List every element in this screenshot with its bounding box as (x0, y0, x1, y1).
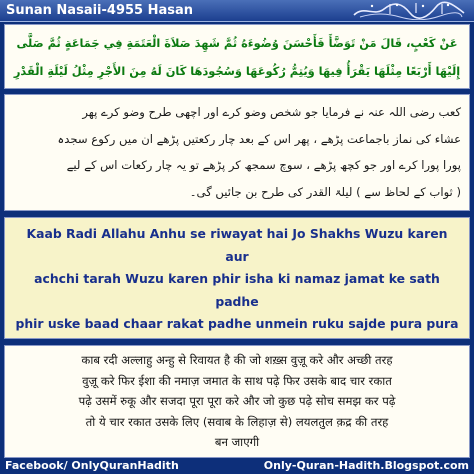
arabic-hadith-panel (4, 24, 470, 89)
footer-bar (0, 459, 474, 474)
calligraphy-logo-icon (350, 1, 468, 20)
urdu-translation-panel (4, 94, 470, 211)
facebook-page-link[interactable]: Facebook/ OnlyQuranHadith (5, 459, 179, 472)
roman-urdu-translation-panel (4, 217, 470, 339)
hindi-translation-text: काब रदी अल्लाहु अन्हु से रिवायत है की जो शख़्स वुज़ू करे और अच्छी तरह वुज़ू करे फिर ईशा की नमाज़ जमात के साथ पढ़े फिर उसके बाद चार रकात पढ़े उसमें रुकू और सजदा पूरा पूरा करे और जो कुछ पढ़े सोच समझ कर पढ़े तो ये चार रकात उसके लिए (सवाब के लिहाज़ से) लयलतुल क़द्र की तरह बन जाएगी (78, 353, 396, 449)
urdu-translation-text: کعب رضی اللہ عنہ نے فرمایا جو شخص وضو کرے اور اچھی طرح وضو کرے پھر عشاء کی نماز باجماعت پڑھے ، پھر اس کے بعد چار رکعتیں پڑھے ان میں رکوع سجدہ پورا پورا کرے اور جو کچھ پڑھے ، سوچ سمجھ کر پڑھے تو یہ چار رکعات اس کے لیے ( ثواب کے لحاظ سے ) لیلۃ القدر کی طرح بن جائیں گی۔ (57, 105, 461, 199)
hadith-reference-title: Sunan Nasaii-4955 Hasan (6, 3, 194, 18)
hindi-translation-panel (4, 345, 470, 458)
roman-urdu-translation-text: Kaab Radi Allahu Anhu se riwayat hai Jo Shakhs Wuzu karen aur achchi tarah Wuzu karen phir isha ki namaz jamat ke sath padhe phir uske baad chaar rakat padhe unmein ruku sajde pura pura (15, 226, 459, 331)
blog-url-link[interactable]: Only-Quran-Hadith.Blogspot.com (263, 459, 469, 472)
arabic-hadith-text: عَنْ كَعْبٍ، قَالَ مَنْ تَوَضَّأَ فَأَحْسَنَ وُضُوءَهُ ثُمَّ شَهِدَ صَلاَةَ الْعَتَمَةِ فِي جَمَاعَةٍ ثُمَّ صَلَّى إِلَيْهَا أَرْبَعًا مِثْلَهَا يَقْرَأُ فِيهَا وَيُتِمُّ رُكُوعَهَا وَسُجُودَهَا كَانَ لَهُ مِنَ الأَجْرِ مِثْلُ لَيْلَةِ الْقَدْرِ (13, 36, 461, 78)
header-bar (0, 0, 474, 22)
